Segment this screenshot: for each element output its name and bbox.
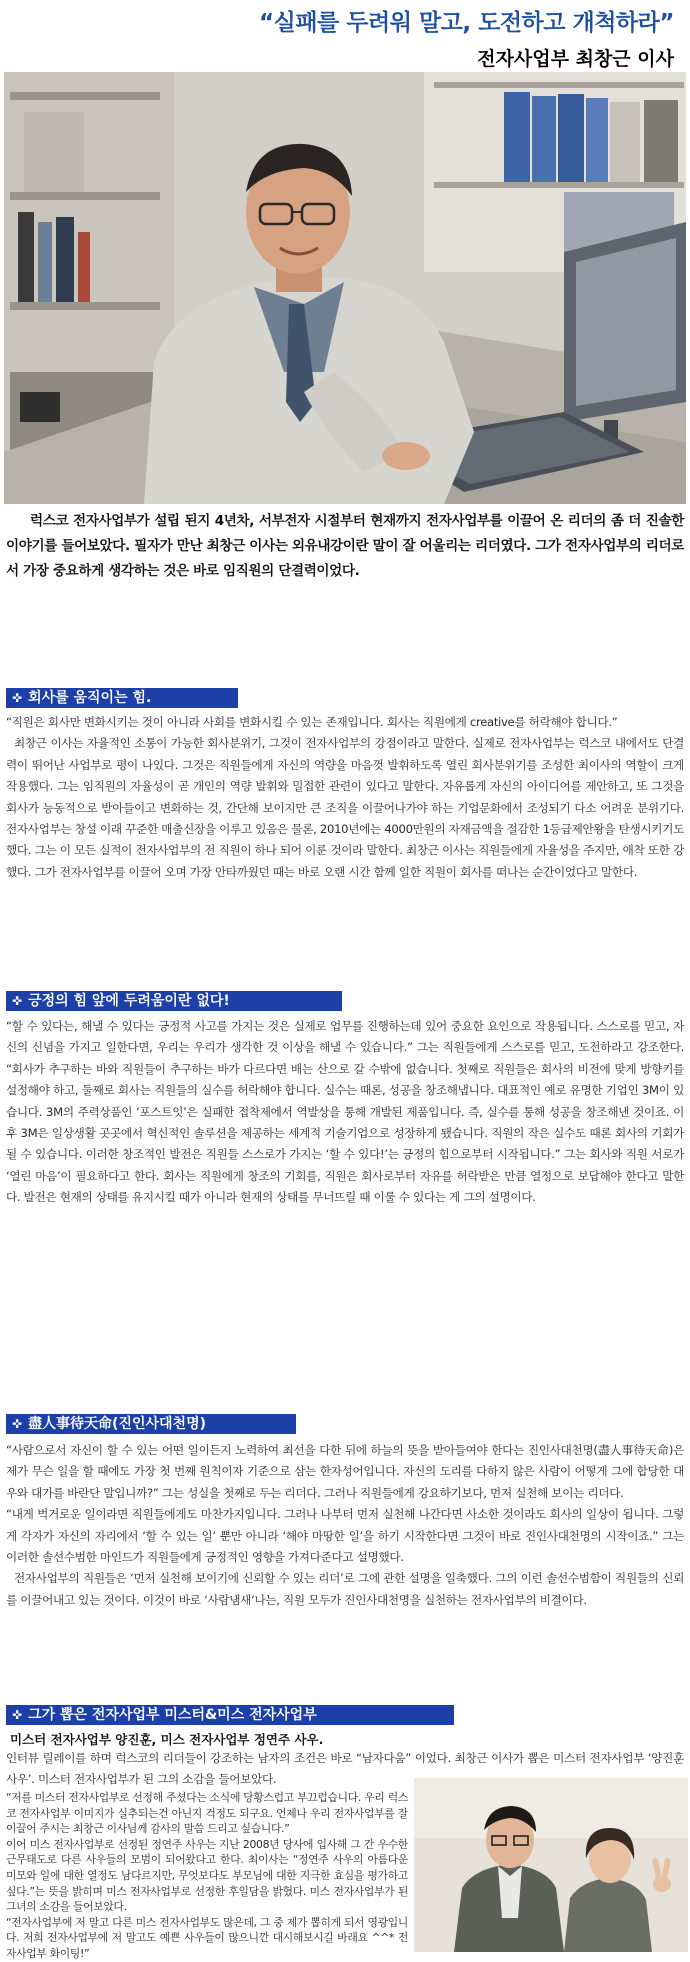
paragraph: “직원은 회사만 변화시키는 것이 아니라 사회를 변화시킬 수 있는 존재입니다. 회사는 직원에게 creative를 허락해야 합니다.” <box>6 715 618 729</box>
section-heading-mister-miss <box>6 1705 454 1725</box>
section-body-mister-miss <box>6 1790 408 1962</box>
section-heading-jininsa <box>6 1414 296 1434</box>
section-heading-company-power <box>6 688 238 708</box>
paragraph: “사람으로서 자신이 할 수 있는 어떤 일이든지 노력하여 최선을 다한 뒤에 하늘의 뜻을 받아들여야 한다는 진인사대천명(盡人事待天命)은 제가 무슨 일을 할 때에도 가장 첫 번째 원칙이자 기준으로 삼는 한자성어입니다. 자신의 도리를 다하지 않은 사람이 어떻게 그에 합당한 대우와 대가를 바란단 말입니까?” 그는 성실을 첫째로 두는 리더다. 그러나 직원들에게 강요하기보다, 먼저 실천해 보이는 리더다. <box>6 1443 684 1500</box>
four-point-cross-icon: ✜ <box>12 1708 23 1722</box>
paragraph: 전자사업부의 직원들은 ‘먼저 실천해 보이기에 신뢰할 수 있는 리더’로 그에 관한 설명을 일축했다. 그의 이런 솔선수범함이 직원들의 신뢰를 이끌어내고 있는 것이다. 이것이 바로 ‘사람냄새’나는, 직원 모두가 진인사대천명을 실천하는 전자사업부의 비결이다. <box>6 1571 684 1607</box>
article-byline: 전자사업부 최창근 이사 <box>477 48 674 70</box>
section-title: 그가 뽑은 전자사업부 미스터&미스 전자사업부 <box>28 1707 317 1723</box>
section-title: 盡人事待天命(진인사대천명) <box>28 1416 207 1432</box>
paragraph: “할 수 있다는, 해낼 수 있다는 긍정적 사고를 가지는 것은 실제로 업무를 진행하는데 있어 중요한 요인으로 작용됩니다. 스스로를 믿고, 자신의 신념을 가지고 일한다면, 우리는 우리가 생각한 것 이상을 해낼 수 있습니다.” 그는 직원들에게 스스로를 믿고, 도전하라고 강조한다. “회사가 추구하는 바와 직원들이 추구하는 바가 다르다면 배는 산으로 갈 수밖에 없습니다. 첫째로 직원들은 회사의 비전에 맞게 방향키를 설정해야 하고, 둘째로 회사는 직원들의 실수를 허락해야 합니다. 실수는 때론, 성공을 창조해냅니다. 대표적인 예로 유명한 기업인 3M이 있습니다. 3M의 주력상품인 ‘포스트잇’은 실패한 접착제에서 역발상을 통해 개발된 제품입니다. 즉, 실수를 통해 성공을 창조해낸 것이죠. 이후 3M은 일상생활 곳곳에서 혁신적인 솔루션을 제공하는 세계적 기술기업으로 성장하게 됐습니다. 직원의 작은 실수도 때론 회사의 기회가 될 수 있습니다. 이러한 창조적인 발전은 직원들 스스로가 가지는 ‘할 수 있다!’는 긍정의 힘으로부터 시작됩니다.” 그는 회사와 직원 서로가 ‘열린 마음’이 필요하다고 한다. 회사는 직원에게 창조의 기회를, 직원은 회사로부터 자유를 허락받은 만큼 열정으로 보답해야 한다고 말한다. 발전은 현재의 상태를 유지시킬 때가 아니라 현재의 상태를 무너뜨릴 때 이룰 수 있다는 게 그의 설명이다. <box>6 1019 684 1205</box>
four-point-cross-icon: ✜ <box>12 994 23 1008</box>
section-body-positive-power <box>6 1016 684 1209</box>
winners-photo <box>414 1778 688 1952</box>
four-point-cross-icon: ✜ <box>12 691 23 705</box>
section-heading-positive-power <box>6 991 342 1011</box>
section-title: 회사를 움직이는 힘. <box>28 690 152 706</box>
paragraph: “내게 벅거로운 일이라면 직원들에게도 마찬가지입니다. 그러나 나부터 먼저 실천해 나간다면 사소한 것이라도 회사의 일상이 됩니다. 그렇게 각자가 자신의 자리에서 ‘할 수 있는 일’ 뿐만 아니라 ‘해야 마땅한 일’을 하기 시작한다면 그것이 바로 진인사대천명의 시작이죠.” 그는 이러한 솔선수범한 마인드가 직원들에게 긍정적인 영향을 가져다준다고 설명했다. <box>6 1507 684 1565</box>
interview-photo <box>4 72 686 504</box>
office-photo-illustration <box>4 72 686 504</box>
winners-subhead: 미스터 전자사업부 양진훈, 미스 전자사업부 정연주 사우. <box>10 1732 324 1747</box>
paragraph: “저를 미스터 전자사업부로 선정해 주셨다는 소식에 당황스럽고 부끄럽습니다. 우리 럭스코 전자사업부 이미지가 실추되는건 아닌지 걱정도 되구요. 언제나 우리 전자사업부를 잘 이끌어 주시는 최창근 이사님께 감사의 말씀 드리고 싶습니다.” <box>6 1791 408 1836</box>
article-intro: 럭스코 전자사업부가 설립 된지 4년차, 서부전자 시절부터 현재까지 전자사업부를 이끌어 온 리더의 좀 더 진솔한 이야기를 들어보았다. 필자가 만난 최창근 이사는 외유내강이란 말이 잘 어울리는 리더였다. 그가 전자사업부의 리더로서 가장 중요하게 생각하는 것은 바로 임직원의 단결력이었다. <box>6 513 684 579</box>
four-point-cross-icon: ✜ <box>12 1417 23 1431</box>
section-body-jininsa <box>6 1440 684 1611</box>
section-body-company-power <box>6 712 684 883</box>
article-headline: “실패를 두려워 말고, 도전하고 개척하라” <box>259 10 674 36</box>
paragraph: 최창근 이사는 자율적인 소통이 가능한 회사분위기, 그것이 전자사업부의 강점이라고 말한다. 실제로 전자사업부는 럭스코 내에서도 단결력이 뛰어난 사업부로 평이 나있다. 그것은 직원들에게 자신의 역량을 마음껏 발휘하도록 열린 회사분위기를 조성한 최이사의 역할이 크게 작용했다. 그는 임직원의 자율성이 곧 개인의 역량 발휘와 밀접한 관련이 있다고 말한다. 자유롭게 자신의 아이디어를 제안하고, 또 그것을 회사가 능동적으로 받아들이고 변화하는 것, 간단해 보이지만 큰 조직을 이끌어나가야 하는 기업문화에서 조성되기 다소 어려운 분위기다. 전자사업부는 창설 이래 꾸준한 매출신장을 이루고 있음은 물론, 2010년에는 4000만원의 자재금액을 절감한 1등급제안왕을 탄생시키기도 했다. 그는 이 모든 실적이 전자사업부의 전 직원이 하나 되어 이룬 것이라 말한다. 최창근 이사는 직원들에게 자율성을 주지만, 애착 또한 강했다. 그가 전자사업부를 이끌어 오며 가장 안타까웠던 때는 바로 오랜 시간 함께 일한 직원이 회사를 떠나는 순간이었다고 말한다. <box>6 736 684 879</box>
section-title: 긍정의 힘 앞에 두려움이란 없다! <box>28 993 230 1009</box>
paragraph: 인터뷰 릴레이를 하며 럭스코의 리더들이 강조하는 남자의 조건은 바로 “남자다움” 이었다. 최창근 이사가 뽑은 미스터 전자사업부 ‘양진훈 사우’. 미스터 전자사업부가 된 그의 소감을 들어보았다. <box>6 1751 684 1787</box>
paragraph: “전자사업부에 저 말고 다른 미스 전자사업부도 많은데, 그 중 제가 뽑히게 되서 영광입니다. 저희 전자사업부에 저 말고도 예쁜 사우들이 많으니깐 대시해보시길 바래요 ^^* 전자사업부 화이팅!” <box>6 1915 408 1960</box>
winners-photo-illustration <box>414 1778 688 1952</box>
paragraph: 이어 미스 전자사업부로 선정된 정연주 사우는 지난 2008년 당사에 입사해 그 간 우수한 근무태도로 다른 사우들의 모범이 되어왔다고 한다. 최이사는 “정연주 사우의 아름다운 미모와 일에 대한 열정도 남다르지만, 무엇보다도 부모님에 대한 지극한 효심을 평가하고 싶다.”는 뜻을 밝히며 미스 전자사업부로 선정한 후일담을 밝혔다. 미스 전자사업부가 된 그녀의 소감을 들어보았다. <box>6 1837 408 1914</box>
